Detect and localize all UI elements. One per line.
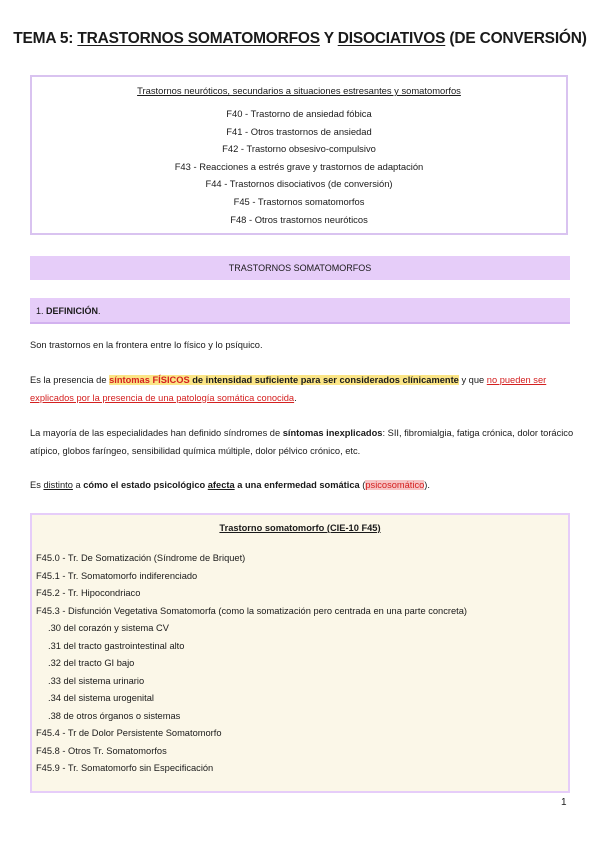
title-connector: Y <box>319 30 338 47</box>
list-item: .33 del sistema urinario <box>48 675 145 686</box>
page-number: 1 <box>561 797 567 808</box>
page-title <box>0 30 600 48</box>
list-item: F40 - Trastorno de ansiedad fóbica <box>226 108 372 119</box>
p4-text-f: a una enfermedad somática <box>234 480 360 490</box>
definicion-label: DEFINICIÓN <box>46 306 99 316</box>
paragraph-3 <box>30 425 575 460</box>
cie10-list <box>32 550 568 778</box>
p3-text-c: : SII, fibromialgia, fatiga crónica, dolor torácico atípico, globos faríngeo, sensibilidad química múltiple, dolor pélvico crónico, etc. <box>30 428 574 456</box>
definicion-num: 1. <box>36 306 47 316</box>
list-item: F45.4 - Tr de Dolor Persistente Somatomorfo <box>36 728 222 738</box>
p3-text-b: síntomas inexplicados <box>282 428 383 438</box>
list-item: F44 - Trastornos disociativos (de conversión) <box>205 178 393 190</box>
list-item: .32 del tracto GI bajo <box>48 658 135 668</box>
list-item: F41 - Otros trastornos de ansiedad <box>226 125 372 137</box>
list-item: F45.1 - Tr. Somatomorfo indiferenciado <box>36 570 198 581</box>
paragraph-1: Son trastornos en la frontera entre lo físico y lo psíquico. <box>30 340 263 350</box>
list-item: .34 del sistema urogenital <box>48 693 154 703</box>
list-item: F45.0 - Tr. De Somatización (Síndrome de Briquet) <box>36 553 246 563</box>
p4-text-a: Es <box>30 480 44 490</box>
p3-text-a: La mayoría de las especialidades han definido síndromes de <box>30 428 283 438</box>
p4-text-e: afecta <box>207 480 235 490</box>
p4-text-i: ). <box>424 480 430 490</box>
list-item: F45 - Trastornos somatomorfos <box>233 195 365 207</box>
paragraph-2 <box>30 372 575 407</box>
list-item: F45.2 - Tr. Hipocondriaco <box>36 588 141 598</box>
cie10-box <box>30 513 570 793</box>
paragraph-4 <box>30 477 575 495</box>
p4-text-h: psicosomático <box>365 480 425 490</box>
definicion-heading <box>30 298 570 324</box>
list-item: F45.3 - Disfunción Vegetativa Somatomorfa (como la somatización pero centrada en una parte concreta) <box>36 605 467 616</box>
title-part1: TRASTORNOS SOMATOMORFOS <box>77 30 320 47</box>
list-item: .31 del tracto gastrointestinal alto <box>48 640 185 651</box>
list-item: F45.9 - Tr. Somatomorfo sin Especificación <box>36 763 214 773</box>
cie10-header: Trastorno somatomorfo (CIE-10 F45) <box>219 523 381 533</box>
neuroticos-box <box>30 75 568 235</box>
list-item: .38 de otros órganos o sistemas <box>48 710 181 721</box>
list-item: F45.8 - Otros Tr. Somatomorfos <box>36 745 167 756</box>
title-part2: DISOCIATIVOS <box>337 30 446 47</box>
p4-text-b: distinto <box>43 480 73 490</box>
list-item: F43 - Reacciones a estrés grave y trastornos de adaptación <box>174 160 424 172</box>
p2-text-a: Es la presencia de <box>30 375 110 385</box>
highlight-sintomas-fisicos <box>109 375 459 385</box>
list-item: .30 del corazón y sistema CV <box>48 623 169 633</box>
p2-text-f: . <box>294 392 297 403</box>
list-item: F48 - Otros trastornos neuróticos <box>230 213 368 225</box>
p4-text-d: cómo el estado psicológico <box>83 480 208 490</box>
p4-text-g: ( <box>359 480 366 490</box>
title-prefix: TEMA 5: <box>13 30 78 47</box>
definicion-dot: . <box>98 306 101 316</box>
title-suffix: (DE CONVERSIÓN) <box>445 30 587 47</box>
neuroticos-header: Trastornos neuróticos, secundarios a situaciones estresantes y somatomorfos <box>137 85 461 96</box>
list-item: F42 - Trastorno obsesivo-compulsivo <box>222 143 376 155</box>
p4-bold <box>83 480 359 490</box>
p2-text-c: de intensidad suficiente para ser considerados clínicamente <box>189 375 459 385</box>
p2-text-b: síntomas FÍSICOS <box>109 375 190 385</box>
neuroticos-list <box>32 105 566 228</box>
section-title: TRASTORNOS SOMATOMORFOS <box>30 256 570 280</box>
p2-text-d: y que <box>458 375 487 385</box>
p2-text-e: no pueden ser explicados por la presencia de una patología somática conocida <box>30 375 547 403</box>
p4-text-c: a <box>72 480 84 490</box>
